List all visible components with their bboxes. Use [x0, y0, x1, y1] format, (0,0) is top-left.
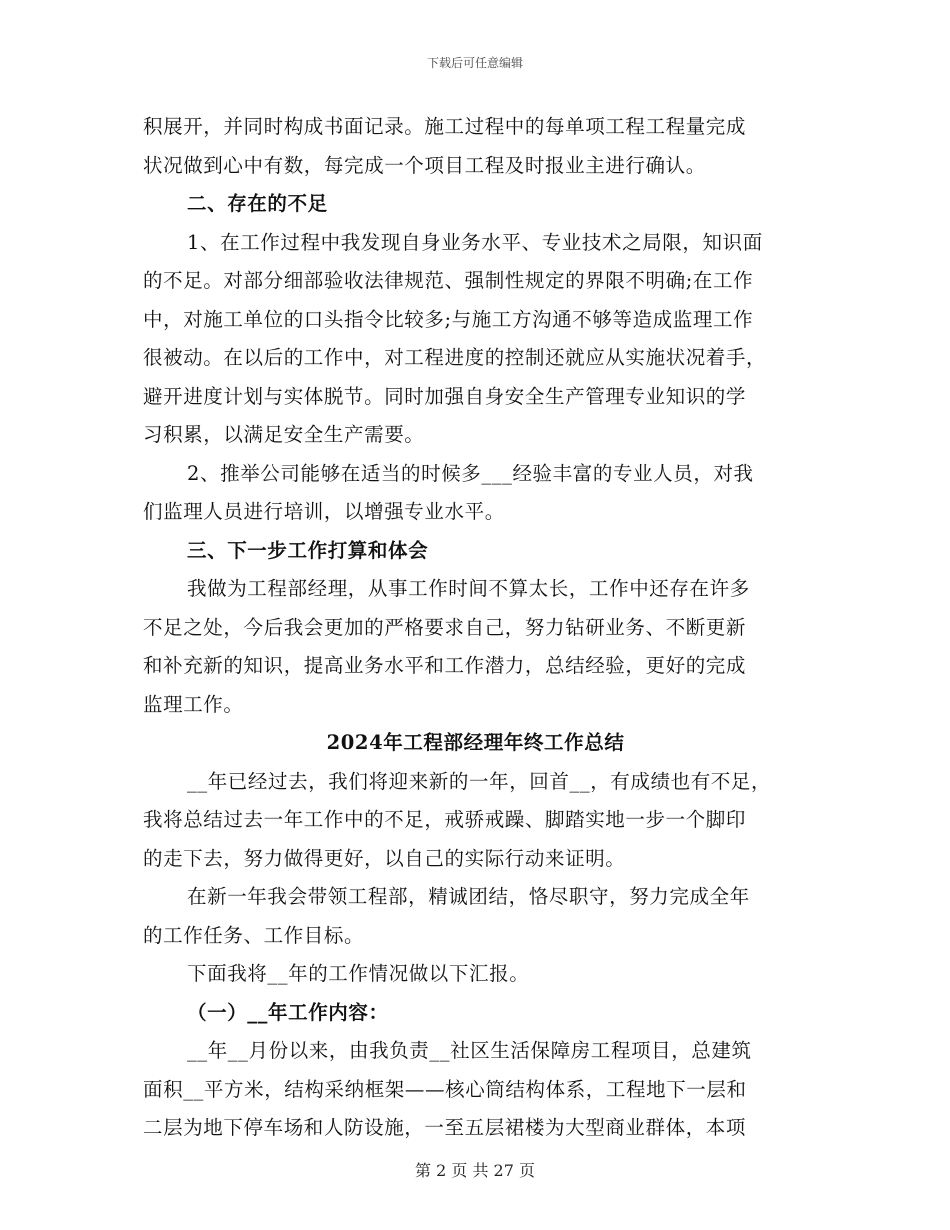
- paragraph-line: 习积累，以满足安全生产需要。: [143, 423, 425, 446]
- paragraph-line: 我将总结过去一年工作中的不足，戒骄戒躁、脚踏实地一步一个脚印: [143, 808, 747, 831]
- paragraph-line: 2、推举公司能够在适当的时候多___经验丰富的专业人员，对我: [187, 461, 754, 485]
- paragraph-line: 中，对施工单位的口头指令比较多;与施工方沟通不够等造成监理工作: [143, 307, 754, 331]
- paragraph-line: 的走下去，努力做得更好，以自己的实际行动来证明。: [143, 846, 626, 870]
- paragraph-line: 和补充新的知识，提高业务水平和工作潜力，总结经验，更好的完成: [143, 654, 747, 677]
- paragraph-line: 1、在工作过程中我发现自身业务水平、专业技术之局限，知识面: [187, 230, 763, 254]
- paragraph-line: 在新一年我会带领工程部，精诚团结，恪尽职守，努力完成全年: [187, 885, 750, 908]
- document-body: [143, 108, 808, 1148]
- paragraph-line: 避开进度计划与实体脱节。同时加强自身安全生产管理专业知识的学: [143, 384, 747, 408]
- paragraph-line: 不足之处，今后我会更加的严格要求自己，努力钻研业务、不断更新: [143, 615, 747, 639]
- paragraph-line: 的不足。对部分细部验收法律规范、强制性规定的界限不明确;在工作: [143, 269, 754, 292]
- section-heading: 三、下一步工作打算和体会: [187, 538, 429, 562]
- paragraph-line: 下面我将__年的工作情况做以下汇报。: [187, 962, 530, 985]
- section-heading: （一）__年工作内容：: [187, 1000, 389, 1024]
- page-number: 第 2 页 共 27 页: [415, 1161, 535, 1180]
- paragraph-line: 的工作任务、工作目标。: [143, 923, 365, 947]
- section-heading: 二、存在的不足: [187, 192, 328, 215]
- paragraph-line: 二层为地下停车场和人防设施，一至五层裙楼为大型商业群体，本项: [143, 1116, 747, 1139]
- document-title: 2024年工程部经理年终工作总结: [326, 731, 625, 754]
- paragraph-line: 们监理人员进行培训，以增强专业水平。: [143, 500, 505, 523]
- paragraph-line: 状况做到心中有数，每完成一个项目工程及时报业主进行确认。: [143, 153, 706, 177]
- paragraph-line: 面积__平方米，结构采纳框架——核心筒结构体系，工程地下一层和: [143, 1077, 747, 1101]
- paragraph-line: 我做为工程部经理，从事工作时间不算太长，工作中还存在许多: [187, 577, 750, 600]
- page-header: 下载后可任意编辑: [426, 56, 523, 70]
- paragraph-line: __年已经过去，我们将迎来新的一年，回首__，有成绩也有不足，: [187, 769, 772, 793]
- paragraph-line: __年__月份以来，由我负责__社区生活保障房工程项目，总建筑: [187, 1039, 752, 1062]
- paragraph-line: 监理工作。: [143, 692, 244, 716]
- paragraph-line: 很被动。在以后的工作中，对工程进度的控制还就应从实施状况着手，: [143, 346, 767, 369]
- paragraph-line: 积展开，并同时构成书面记录。施工过程中的每单项工程工程量完成: [143, 115, 747, 138]
